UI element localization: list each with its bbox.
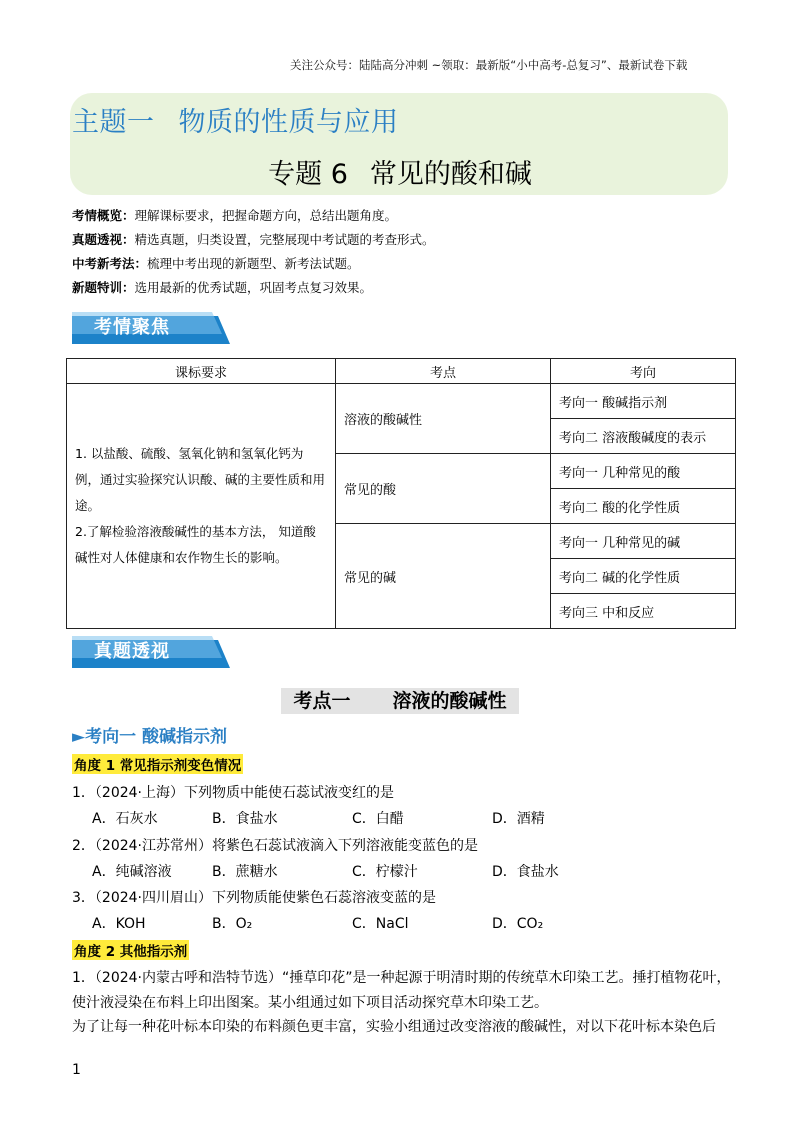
subject-name: 常见的酸和碱 xyxy=(369,159,532,190)
direction-cell: 考向三 中和反应 xyxy=(551,594,736,629)
option: B．食盐水 xyxy=(212,811,278,827)
intro-line xyxy=(72,278,372,296)
section-banner-kaoqing xyxy=(72,308,230,344)
direction-cell: 考向一 酸碱指示剂 xyxy=(551,384,736,419)
option: B．O₂ xyxy=(212,916,253,932)
intro-label: 新题特训： xyxy=(72,280,135,295)
option: D．食盐水 xyxy=(492,864,559,880)
option: D．CO₂ xyxy=(492,916,544,932)
kaodian-title xyxy=(0,686,800,713)
option: C．白醋 xyxy=(352,811,404,827)
direction-cell: 考向二 酸的化学性质 xyxy=(551,489,736,524)
table-header: 课标要求 xyxy=(67,359,336,384)
table-header: 考向 xyxy=(551,359,736,384)
curriculum-table xyxy=(66,358,736,629)
section-label: 考情聚焦 xyxy=(94,317,170,338)
intro-label: 考情概览： xyxy=(72,208,135,223)
intro-text: 理解课标要求，把握命题方向，总结出题角度。 xyxy=(134,208,398,223)
intro-label: 真题透视： xyxy=(72,232,135,247)
direction-cell: 考向二 溶液酸碱度的表示 xyxy=(551,419,736,454)
question-stem: 2．（2024·江苏常州）将紫色石蕊试液滴入下列溶液能变蓝色的是 xyxy=(72,838,478,854)
option: C．NaCl xyxy=(352,916,409,932)
subject-title xyxy=(0,152,800,191)
knowledge-point: 常见的酸 xyxy=(336,454,551,524)
intro-text: 精选真题，归类设置，完整展现中考试题的考查形式。 xyxy=(134,232,435,247)
angle-label: 角度 1 常见指示剂变色情况 xyxy=(72,754,243,774)
option: A．纯碱溶液 xyxy=(92,864,172,880)
intro-text: 梳理中考出现的新题型、新考法试题。 xyxy=(147,256,360,271)
theme-title xyxy=(72,100,399,139)
theme-name: 物质的性质与应用 xyxy=(178,107,399,138)
requirements-cell xyxy=(67,384,336,629)
intro-line xyxy=(72,230,435,248)
requirement-text: 1. 以盐酸、硫酸、氢氧化钠和氢氧化钙为例，通过实验探究认识酸、碱的主要性质和用途。 xyxy=(75,446,326,513)
knowledge-point: 常见的碱 xyxy=(336,524,551,629)
page-number: 1 xyxy=(72,1062,81,1078)
intro-label: 中考新考法： xyxy=(72,256,148,271)
question-continuation: 为了让每一种花叶标本印染的布料颜色更丰富，实验小组通过改变溶液的酸碱性，对以下花叶标本染色后 xyxy=(72,1019,716,1035)
option: C．柠檬汁 xyxy=(352,864,418,880)
question-stem: 1．（2024·上海）下列物质中能使石蕊试液变红的是 xyxy=(72,785,394,801)
intro-line xyxy=(72,254,360,272)
table-row xyxy=(67,384,736,419)
kaodian-name: 溶液的酸碱性 xyxy=(387,688,513,714)
table-header-row xyxy=(67,359,736,384)
intro-text: 选用最新的优秀试题，巩固考点复习效果。 xyxy=(134,280,373,295)
option: B．蔗糖水 xyxy=(212,864,278,880)
option: A．石灰水 xyxy=(92,811,158,827)
option: D．酒精 xyxy=(492,811,545,827)
direction-cell: 考向一 几种常见的碱 xyxy=(551,524,736,559)
direction-cell: 考向二 碱的化学性质 xyxy=(551,559,736,594)
direction-cell: 考向一 几种常见的酸 xyxy=(551,454,736,489)
requirement-text: 2.了解检验溶液酸碱性的基本方法， 知道酸碱性对人体健康和农作物生长的影响。 xyxy=(75,524,316,565)
question-stem: 1．（2024·内蒙古呼和浩特节选）“捶草印花”是一种起源于明清时期的传统草木印染工艺。捶打植物花叶，使汁液浸染在布料上印出图案。某小组通过如下项目活动探究草木印染工艺。 xyxy=(72,970,731,1011)
option: A．KOH xyxy=(92,916,146,932)
table-header: 考点 xyxy=(336,359,551,384)
header-note: 关注公众号：陆陆高分冲刺 ~领取：最新版“小中高考-总复习”、最新试卷下载 xyxy=(290,58,688,72)
subject-prefix: 专题 6 xyxy=(268,159,348,190)
section-banner-zhenti xyxy=(72,632,230,668)
kaodian-prefix: 考点一 xyxy=(287,688,356,714)
knowledge-point: 溶液的酸碱性 xyxy=(336,384,551,454)
direction-heading: ►考向一 酸碱指示剂 xyxy=(72,727,227,747)
question-stem: 3．（2024·四川眉山）下列物质能使紫色石蕊溶液变蓝的是 xyxy=(72,890,436,906)
angle-label: 角度 2 其他指示剂 xyxy=(72,940,189,960)
intro-line xyxy=(72,206,397,224)
theme-prefix: 主题一 xyxy=(72,107,155,138)
section-label: 真题透视 xyxy=(94,641,170,662)
